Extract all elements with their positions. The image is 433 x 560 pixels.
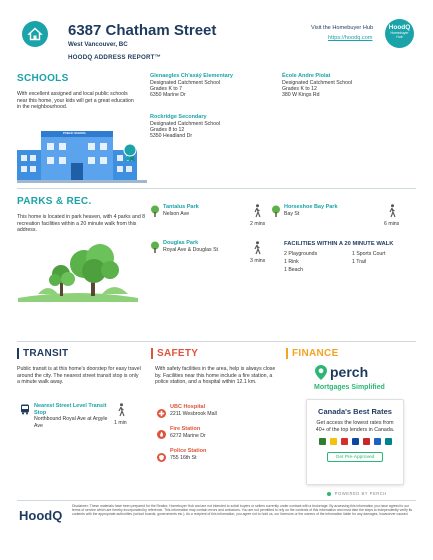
schools-title: SCHOOLS — [17, 73, 69, 84]
hub-link[interactable]: https://hoodq.com — [328, 35, 373, 41]
park-item-2 — [284, 204, 374, 217]
school-item-3 — [150, 114, 260, 140]
walk-time: 2 mins — [250, 221, 266, 227]
location-pin-icon — [315, 365, 327, 380]
transit-title: TRANSIT — [23, 348, 69, 359]
powered-by-perch — [327, 491, 387, 496]
hub-badge-line2: Hub — [396, 35, 403, 39]
perch-tagline: Mortgages Simplified — [314, 384, 385, 391]
lender-logo-icon — [352, 438, 359, 445]
perch-brand: perch — [330, 364, 369, 380]
hospital-icon — [157, 405, 166, 423]
school-address: 6350 Marine Dr — [150, 92, 186, 99]
safety-name: Police Station — [170, 448, 207, 454]
perch-logo[interactable] — [315, 364, 390, 380]
address-title: 6387 Chatham Street — [68, 22, 217, 39]
footer-disclaimer: Disclaimer: These materials have been prepared for the Realtor, Homebuyer Hub and are not intended to solicit buyers or sellers currently under contract with a brokerage. By accessing this information you have agreed to our terms of service which are hereby incorporated by reference. This information may contain errors and omissions. You are not permitted to rely on the contents of this information and must take the steps to independently verify its contents with the appropriate authorities (school boards, governments etc.). As a recipient of this information, you agree not to hold us, our licensors or the owners of the information liable for any damages, howsoever caused. — [72, 504, 413, 517]
transit-stop — [34, 403, 109, 429]
facility-item: 1 Rink — [284, 259, 299, 265]
city-text: West Vancouver, BC — [68, 41, 128, 48]
facility-item: 1 Beach — [284, 267, 304, 273]
school-name: Glenaegles Ch'axáý Elementary — [150, 73, 233, 79]
school-grades: Grades K to 12 — [282, 86, 317, 92]
rates-card-text: Get access the lowest rates from 40+ of the top lenders in Canada. — [315, 420, 395, 433]
get-preapproved-button[interactable]: Get Pre-Approved — [327, 452, 383, 462]
transit-description: Public transit is at this home's doorstep for easy travel around the city. The nearest street transit stop is only a minute walk away. — [17, 366, 141, 386]
lender-logo-icon — [374, 438, 381, 445]
safety-item-police — [170, 448, 270, 461]
school-name: École Andre Piolat — [282, 73, 331, 79]
transit-stop-name: Nearest Street Level Transit Stop — [34, 403, 107, 416]
parks-description: This home is located in park heaven, with 4 parks and 8 recreation facilities within a 20 minute walk from this address. — [17, 214, 146, 234]
safety-address: 755 16th St — [170, 454, 197, 461]
school-address: 5350 Headland Dr — [150, 133, 193, 140]
safety-title: SAFETY — [157, 348, 199, 359]
walk-time: 1 min — [114, 420, 127, 426]
divider — [17, 188, 416, 189]
lender-logo-icon — [330, 438, 337, 445]
tree-icon — [150, 240, 160, 258]
park-name: Tantalus Park — [163, 204, 199, 210]
walk-time: 3 mins — [250, 258, 266, 264]
award-ribbon-icon — [123, 143, 137, 168]
school-item-1 — [150, 73, 260, 99]
safety-column — [151, 348, 276, 359]
park-name: Horseshoe Bay Park — [284, 204, 338, 210]
transit-stop-address: Northbound Royal Ave at Argyle Ave — [34, 416, 108, 429]
finance-title: FINANCE — [292, 348, 339, 359]
schools-description: With excellent assigned and local public schools near this home, your kids will get a great education in the neighbourhood. — [17, 91, 134, 111]
fire-icon — [157, 426, 166, 444]
rates-card-title: Canada's Best Rates — [318, 407, 392, 416]
footer-divider — [17, 500, 416, 501]
police-icon — [157, 449, 166, 467]
school-address: 380 W Kings Rd — [282, 92, 320, 99]
rates-card — [306, 399, 404, 485]
parks-title: PARKS & REC. — [17, 196, 92, 207]
park-item-1 — [163, 204, 253, 217]
park-address: Bay St — [284, 210, 300, 217]
park-item-3 — [163, 240, 258, 253]
safety-address: 2211 Wesbrook Mall — [170, 410, 217, 417]
school-catchment: Designated Catchment School — [150, 79, 221, 86]
school-building-label: PUBLIC SCHOOL — [63, 131, 87, 135]
school-grades: Grades K to 7 — [150, 86, 183, 92]
perch-mini-icon — [327, 492, 331, 496]
bus-icon — [20, 402, 30, 420]
report-title: HOODQ ADDRESS REPORT™ — [68, 54, 162, 61]
powered-by-text: POWERED BY PERCH — [334, 491, 387, 496]
tree-icon — [150, 204, 160, 222]
finance-column — [286, 348, 416, 359]
lender-logo-icon — [319, 438, 326, 445]
lender-logo-icon — [363, 438, 370, 445]
house-logo-icon — [22, 21, 48, 47]
trees-illustration — [18, 238, 138, 302]
school-item-2 — [282, 73, 402, 99]
school-catchment: Designated Catchment School — [282, 79, 353, 86]
lender-logos — [307, 438, 403, 445]
safety-name: UBC Hospital — [170, 404, 206, 410]
divider — [17, 341, 416, 342]
hub-badge[interactable] — [385, 19, 414, 48]
lender-logo-icon — [341, 438, 348, 445]
safety-item-fire — [170, 426, 270, 439]
safety-description: With safety facilities in the area, help is always close by. Facilities near this home include a fire station, a police station, and a hospital within 12.1 km. — [155, 366, 276, 386]
lender-logo-icon — [385, 438, 392, 445]
safety-item-hospital — [170, 404, 270, 417]
safety-name: Fire Station — [170, 426, 201, 432]
school-catchment: Designated Catchment School — [150, 120, 221, 127]
park-address: Royal Ave & Douglas St — [163, 246, 218, 253]
park-address: Nelson Ave — [163, 210, 190, 217]
tree-icon — [271, 204, 281, 222]
walk-time: 6 mins — [384, 221, 400, 227]
school-name: Rockridge Secondary — [150, 114, 207, 120]
transit-column — [17, 348, 142, 359]
park-name: Douglas Park — [163, 240, 199, 246]
hub-badge-line1: Homebuyer — [390, 31, 409, 35]
school-grades: Grades 8 to 12 — [150, 127, 185, 133]
facility-item: 1 Trail — [352, 259, 367, 265]
facility-item: 1 Sports Court — [352, 251, 386, 257]
facilities-title: FACILITIES WITHIN A 20 MINUTE WALK — [284, 241, 394, 247]
hub-text: Visit the Homebuyer Hub — [311, 25, 374, 31]
safety-address: 6272 Marine Dr — [170, 432, 206, 439]
facility-item: 2 Playgrounds — [284, 251, 318, 257]
hoodq-footer-logo: HoodQ — [19, 508, 63, 523]
hub-badge-brand: HoodQ — [388, 24, 411, 31]
